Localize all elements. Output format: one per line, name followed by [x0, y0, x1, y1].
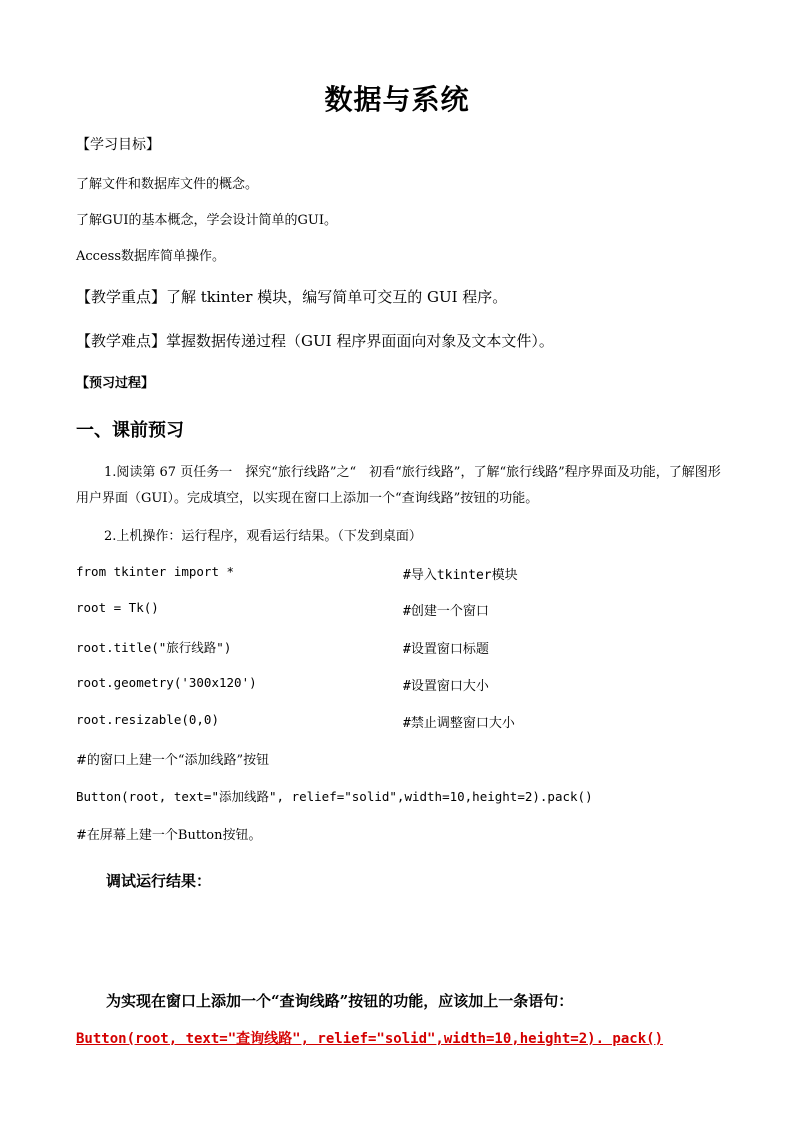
debug-heading: 调试运行结果： — [106, 872, 212, 890]
code-text: root.title("旅行线路") — [76, 640, 232, 655]
code-line — [76, 564, 726, 583]
objectives-header: 【学习目标】 — [76, 137, 160, 153]
code-comment: #设置窗口大小 — [403, 679, 489, 694]
code-line — [76, 638, 726, 656]
code-comment-screen: #在屏幕上建一个Button按钮。 — [76, 828, 262, 843]
code-text: root = Tk() — [76, 600, 159, 615]
code-comment: #创建一个窗口 — [403, 604, 489, 619]
answer-code: Button(root, text="查询线路", relief="solid",width=10,height=2). pack() — [76, 1031, 664, 1047]
key-point-label: 【教学重点】 — [76, 288, 167, 306]
paragraph-task: 1.阅读第 67 页任务一 探究“旅行线路”之“ 初看“旅行线路”，了解“旅行线路”程序界面及功能，了解图形用户界面（GUI）。完成填空，以实现在窗口上添加一个“查询线路”按钮的功能。 — [76, 465, 721, 506]
code-comment: #导入tkinter模块 — [403, 568, 518, 583]
code-text: root.resizable(0,0) — [76, 712, 219, 727]
code-line — [76, 600, 726, 619]
objective-item-3: Access数据库简单操作。 — [76, 249, 225, 264]
code-line — [76, 675, 726, 694]
question-text: 为实现在窗口上添加一个“查询线路”按钮的功能，应该加上一条语句： — [106, 992, 574, 1010]
difficulty-point — [76, 330, 554, 351]
code-text: from tkinter import * — [76, 564, 235, 579]
document-title: 数据与系统 — [324, 83, 470, 116]
key-point — [76, 286, 507, 307]
objective-item-2: 了解GUI的基本概念，学会设计简单的GUI。 — [76, 213, 337, 228]
difficulty-label: 【教学难点】 — [76, 332, 167, 350]
code-comment: #禁止调整窗口大小 — [403, 716, 515, 731]
code-button-line: Button(root, text="添加线路", relief="solid",width=10,height=2).pack() — [76, 789, 593, 804]
difficulty-text: 掌握数据传递过程（GUI 程序界面面向对象及文本文件）。 — [166, 332, 554, 350]
code-line — [76, 712, 726, 731]
code-comment-button: #的窗口上建一个“添加线路”按钮 — [76, 753, 270, 768]
objective-item-1: 了解文件和数据库文件的概念。 — [76, 177, 259, 192]
key-point-text: 了解 tkinter 模块，编写简单可交互的 GUI 程序。 — [166, 288, 508, 306]
code-comment: #设置窗口标题 — [403, 642, 489, 657]
paragraph-practice: 2.上机操作：运行程序，观看运行结果。（下发到桌面） — [104, 529, 422, 544]
preview-header: 【预习过程】 — [76, 376, 155, 391]
section-heading: 一、课前预习 — [76, 420, 184, 441]
code-text: root.geometry('300x120') — [76, 675, 257, 690]
